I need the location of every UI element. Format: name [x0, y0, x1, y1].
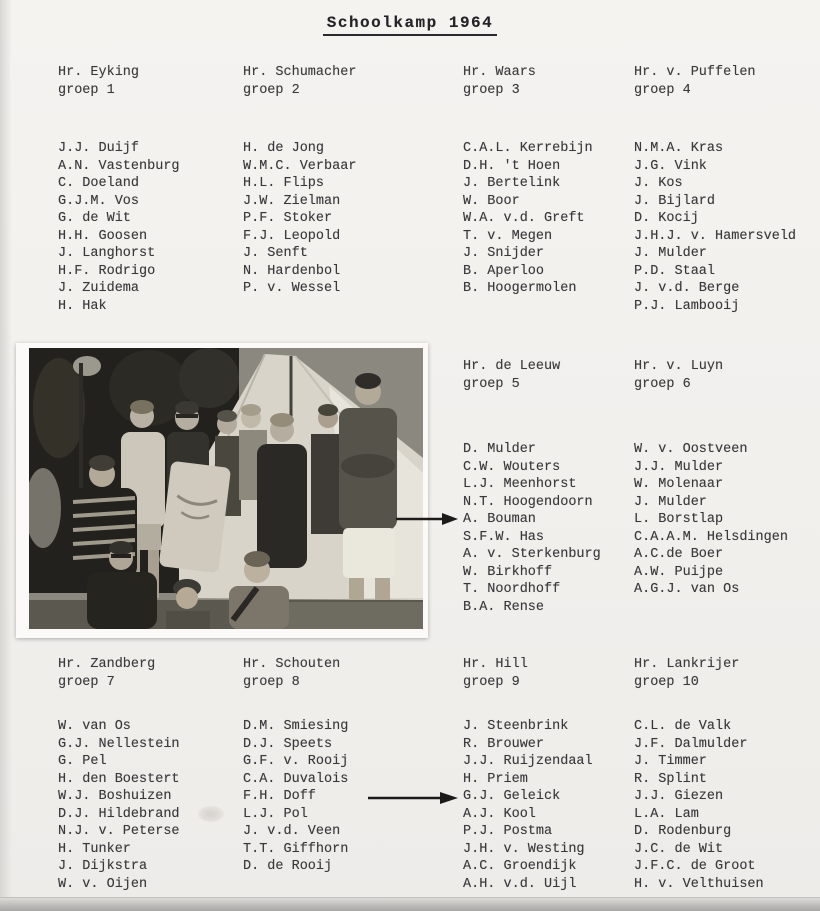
name-line: L.J. Pol: [243, 806, 308, 822]
name-line: D. Rodenburg: [634, 824, 732, 839]
name-line: J. Mulder: [634, 494, 707, 510]
name-line: J. Timmer: [634, 754, 707, 769]
name-line: H. Hak: [58, 298, 107, 314]
group-number: groep 6: [634, 377, 691, 392]
group-number: groep 2: [243, 83, 300, 98]
group-leader: Hr. Lankrijer: [634, 657, 740, 672]
name-line: T.T. Giffhorn: [243, 841, 349, 857]
group-7-header: [58, 656, 248, 692]
name-line: A. Bouman: [463, 512, 536, 527]
name-line: F.J. Leopold: [243, 228, 341, 244]
scan-edge-bottom: [0, 897, 820, 911]
group-3-names: [463, 140, 653, 298]
group-2-header: [243, 64, 433, 100]
name-line: D.J. Hildebrand: [58, 806, 180, 822]
name-line: J. Bertelink: [463, 176, 561, 191]
group-number: groep 9: [463, 675, 520, 690]
name-line: J.G. Vink: [634, 158, 707, 174]
name-line: C.A.L. Kerrebijn: [463, 141, 593, 156]
name-line: A.H. v.d. Uijl: [463, 876, 577, 892]
name-line: W. Boor: [463, 193, 520, 209]
group-9-header: [463, 656, 653, 692]
group-leader: Hr. v. Luyn: [634, 359, 724, 374]
name-line: W.J. Boshuizen: [58, 789, 172, 804]
name-line: H.H. Goosen: [58, 228, 148, 244]
name-line: C.L. de Valk: [634, 719, 732, 734]
name-line: J. Kos: [634, 176, 683, 191]
group-8-header: [243, 656, 433, 692]
name-line: J.W. Zielman: [243, 193, 341, 209]
name-line: J. v.d. Veen: [243, 824, 341, 839]
group-1: [58, 64, 248, 315]
group-7-names: [58, 718, 248, 893]
group-2: [243, 64, 433, 298]
arrow-right-icon: [394, 511, 460, 527]
name-line: L. Borstlap: [634, 512, 724, 527]
name-line: T. Noordhoff: [463, 582, 561, 597]
group-9: [463, 656, 653, 893]
group-4-header: [634, 64, 820, 100]
name-line: W. Birkhoff: [463, 564, 553, 580]
name-line: J.H.J. v. Hamersveld: [634, 228, 797, 244]
camp-photo-illustration: [29, 348, 423, 629]
name-line: C.A. Duvalois: [243, 771, 349, 787]
group-6-names: [634, 441, 820, 599]
group-7: [58, 656, 248, 893]
name-line: G.J.M. Vos: [58, 193, 140, 209]
group-number: groep 10: [634, 675, 699, 690]
name-line: D.J. Speets: [243, 736, 333, 752]
group-number: groep 8: [243, 675, 300, 690]
name-line: N.M.A. Kras: [634, 141, 724, 156]
scan-smudge: [198, 806, 224, 822]
name-line: H. de Jong: [243, 141, 325, 156]
arrow-right-icon: [366, 790, 460, 806]
name-line: R. Splint: [634, 771, 707, 787]
name-line: J.C. de Wit: [634, 841, 724, 857]
name-line: C.W. Wouters: [463, 459, 561, 475]
group-1-names: [58, 140, 248, 315]
name-line: A. v. Sterkenburg: [463, 547, 601, 562]
name-line: W. Molenaar: [634, 477, 724, 492]
name-line: H.F. Rodrigo: [58, 263, 156, 279]
name-line: J.F.C. de Groot: [634, 859, 756, 874]
arrow-to-geleick: [366, 790, 460, 811]
group-10-names: [634, 718, 820, 893]
name-line: N.T. Hoogendoorn: [463, 494, 593, 510]
name-line: J. Zuidema: [58, 281, 140, 296]
name-line: D. Mulder: [463, 442, 536, 457]
name-line: G.F. v. Rooij: [243, 754, 349, 769]
group-10: [634, 656, 820, 893]
name-line: L.J. Meenhorst: [463, 477, 577, 492]
name-line: B. Hoogermolen: [463, 281, 577, 296]
name-line: N.J. v. Peterse: [58, 824, 180, 839]
group-5: [463, 358, 653, 616]
name-line: J. Senft: [243, 246, 308, 261]
name-line: J. Mulder: [634, 246, 707, 261]
name-line: H. Priem: [463, 771, 528, 787]
arrow-to-bouman: [394, 511, 460, 532]
name-line: S.F.W. Has: [463, 529, 545, 545]
name-line: W. v. Oijen: [58, 876, 148, 892]
name-line: W.A. v.d. Greft: [463, 211, 585, 226]
name-line: D.H. 't Hoen: [463, 158, 561, 174]
group-leader: Hr. Zandberg: [58, 657, 156, 672]
name-line: J.F. Dalmulder: [634, 736, 748, 752]
name-line: G. de Wit: [58, 211, 131, 226]
group-5-header: [463, 358, 653, 394]
name-line: H. Tunker: [58, 841, 131, 857]
name-line: J.H. v. Westing: [463, 841, 585, 857]
title-row: [0, 14, 820, 36]
name-line: A.W. Puijpe: [634, 564, 724, 580]
name-line: R. Brouwer: [463, 736, 545, 752]
page-title: Schoolkamp 1964: [323, 14, 498, 36]
name-line: A.J. Kool: [463, 806, 536, 822]
name-line: A.N. Vastenburg: [58, 158, 180, 174]
group-number: groep 5: [463, 377, 520, 392]
group-6: [634, 358, 820, 599]
name-line: D.M. Smiesing: [243, 719, 349, 734]
name-line: A.C. Groendijk: [463, 859, 577, 874]
name-line: P.D. Staal: [634, 263, 716, 279]
name-line: J. Steenbrink: [463, 719, 569, 734]
group-3-header: [463, 64, 653, 100]
group-leader: Hr. Schumacher: [243, 65, 357, 80]
group-10-header: [634, 656, 820, 692]
group-4: [634, 64, 820, 315]
name-line: N. Hardenbol: [243, 263, 341, 279]
held-tshirt: [159, 461, 231, 574]
white-shorts: [343, 528, 395, 578]
group-number: groep 3: [463, 83, 520, 98]
group-5-names: [463, 441, 653, 616]
name-line: J. v.d. Berge: [634, 281, 740, 296]
name-line: W. van Os: [58, 719, 131, 734]
name-line: H.L. Flips: [243, 176, 325, 191]
name-line: G. Pel: [58, 754, 107, 769]
group-3: [463, 64, 653, 298]
name-line: P.J. Postma: [463, 824, 553, 839]
group-leader: Hr. Schouten: [243, 657, 341, 672]
group-9-names: [463, 718, 653, 893]
name-line: G.J. Geleick: [463, 789, 561, 804]
group-1-header: [58, 64, 248, 100]
group-2-names: [243, 140, 433, 298]
name-line: D. de Rooij: [243, 859, 333, 874]
group-number: groep 4: [634, 83, 691, 98]
name-line: B. Aperloo: [463, 263, 545, 279]
name-line: C.A.A.M. Helsdingen: [634, 529, 788, 545]
group-number: groep 1: [58, 83, 115, 98]
group-leader: Hr. de Leeuw: [463, 359, 561, 374]
name-line: A.G.J. van Os: [634, 582, 740, 597]
group-leader: Hr. Eyking: [58, 65, 140, 80]
name-line: J.J. Giezen: [634, 789, 724, 804]
group-6-header: [634, 358, 820, 394]
name-line: J. Dijkstra: [58, 859, 148, 874]
group-leader: Hr. Waars: [463, 65, 536, 80]
name-line: J. Snijder: [463, 246, 545, 261]
name-line: P. v. Wessel: [243, 281, 341, 296]
name-line: H. den Boestert: [58, 771, 180, 787]
name-line: H. v. Velthuisen: [634, 876, 764, 892]
scan-edge-left: [0, 0, 12, 911]
name-line: J.J. Duijf: [58, 141, 140, 156]
name-line: B.A. Rense: [463, 599, 545, 615]
name-line: A.C.de Boer: [634, 547, 724, 562]
name-line: P.J. Lambooij: [634, 298, 740, 314]
name-line: L.A. Lam: [634, 806, 699, 822]
name-line: D. Kocij: [634, 211, 699, 226]
name-line: W.M.C. Verbaar: [243, 158, 357, 174]
name-line: J.J. Mulder: [634, 459, 724, 475]
name-line: F.H. Doff: [243, 789, 316, 804]
group-leader: Hr. Hill: [463, 657, 528, 672]
group-leader: Hr. v. Puffelen: [634, 65, 756, 80]
group-4-names: [634, 140, 820, 315]
name-line: G.J. Nellestein: [58, 736, 180, 752]
name-line: J.J. Ruijzendaal: [463, 754, 593, 769]
camp-photo: [16, 343, 428, 638]
name-line: T. v. Megen: [463, 228, 553, 244]
name-line: C. Doeland: [58, 176, 140, 191]
name-line: J. Langhorst: [58, 246, 156, 261]
name-line: W. v. Oostveen: [634, 442, 748, 457]
group-8: [243, 656, 433, 876]
name-line: P.F. Stoker: [243, 211, 333, 226]
name-line: J. Bijlard: [634, 193, 716, 209]
group-number: groep 7: [58, 675, 115, 690]
